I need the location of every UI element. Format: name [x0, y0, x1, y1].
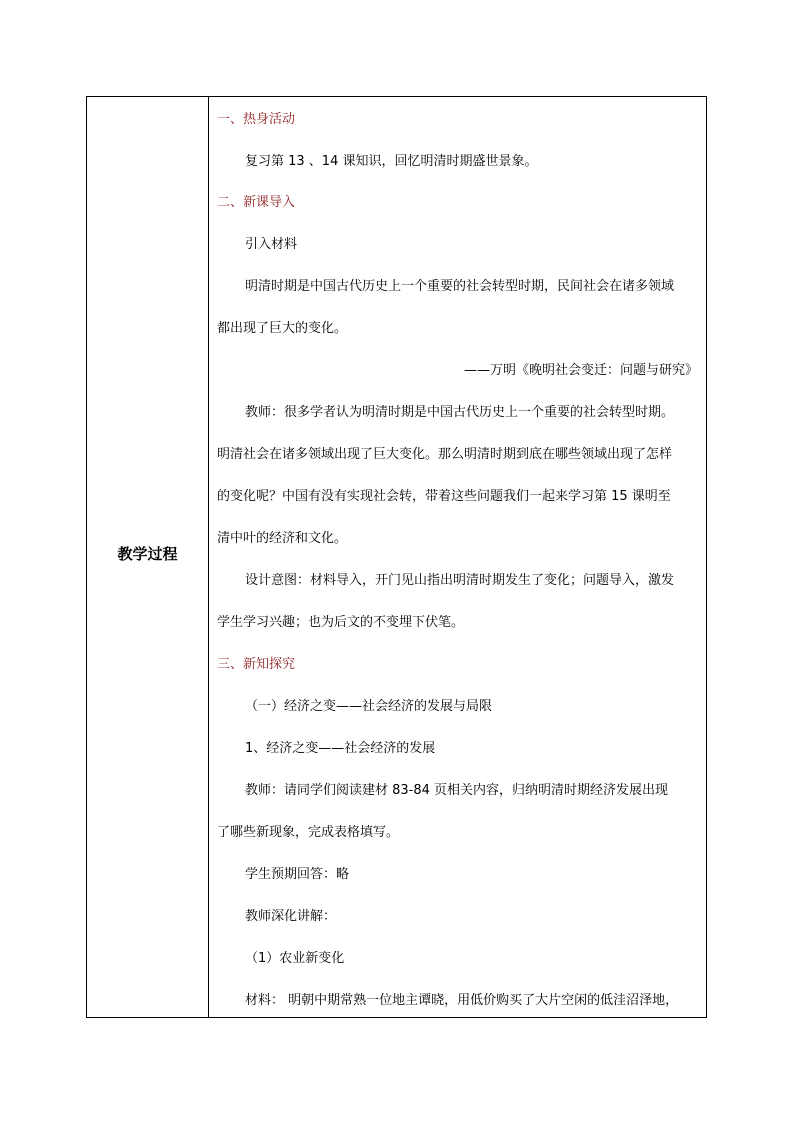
paragraph: 教师：很多学者认为明清时期是中国古代历史上一个重要的社会转型时期。 [245, 405, 675, 420]
section-heading-intro: 二、新课导入 [217, 195, 296, 210]
paragraph: 引入材料 [245, 237, 298, 252]
paragraph: 设计意图：材料导入，开门见山指出明清时期发生了变化；问题导入，激发 [245, 573, 675, 588]
paragraph: 学生学习兴趣；也为后文的不变埋下伏笔。 [217, 615, 465, 630]
quote-source: ——万明《晚明社会变迁：问题与研究》 [463, 363, 698, 378]
lesson-table [86, 96, 707, 1018]
paragraph: 学生预期回答：略 [245, 867, 350, 882]
paragraph: （1）农业新变化 [245, 951, 345, 966]
paragraph: 复习第 13 、14 课知识，回忆明清时期盛世景象。 [245, 154, 538, 169]
paragraph: 都出现了巨大的变化。 [217, 321, 348, 336]
paragraph: 明清时期是中国古代历史上一个重要的社会转型时期，民间社会在诸多领域 [245, 279, 675, 294]
paragraph: 教师深化讲解： [245, 909, 337, 924]
paragraph: 材料： 明朝中期常熟一位地主谭晓，用低价购买了大片空闲的低洼沼泽地， [245, 993, 679, 1008]
paragraph: 了哪些新现象，完成表格填写。 [217, 825, 400, 840]
paragraph: 1、经济之变——社会经济的发展 [245, 741, 436, 756]
section-heading-warmup: 一、热身活动 [217, 112, 296, 127]
paragraph: 的变化呢？中国有没有实现社会转，带着这些问题我们一起来学习第 15 课明至 [217, 489, 671, 504]
paragraph: （一）经济之变——社会经济的发展与局限 [245, 699, 493, 714]
column-divider [208, 97, 209, 1017]
row-label: 教学过程 [117, 545, 178, 563]
section-heading-explore: 三、新知探究 [217, 657, 296, 672]
paragraph: 明清社会在诸多领域出现了巨大变化。那么明清时期到底在哪些领域出现了怎样 [217, 447, 673, 462]
paragraph: 教师：请同学们阅读建材 83-84 页相关内容，归纳明清时期经济发展出现 [245, 783, 669, 798]
paragraph: 清中叶的经济和文化。 [217, 531, 348, 546]
